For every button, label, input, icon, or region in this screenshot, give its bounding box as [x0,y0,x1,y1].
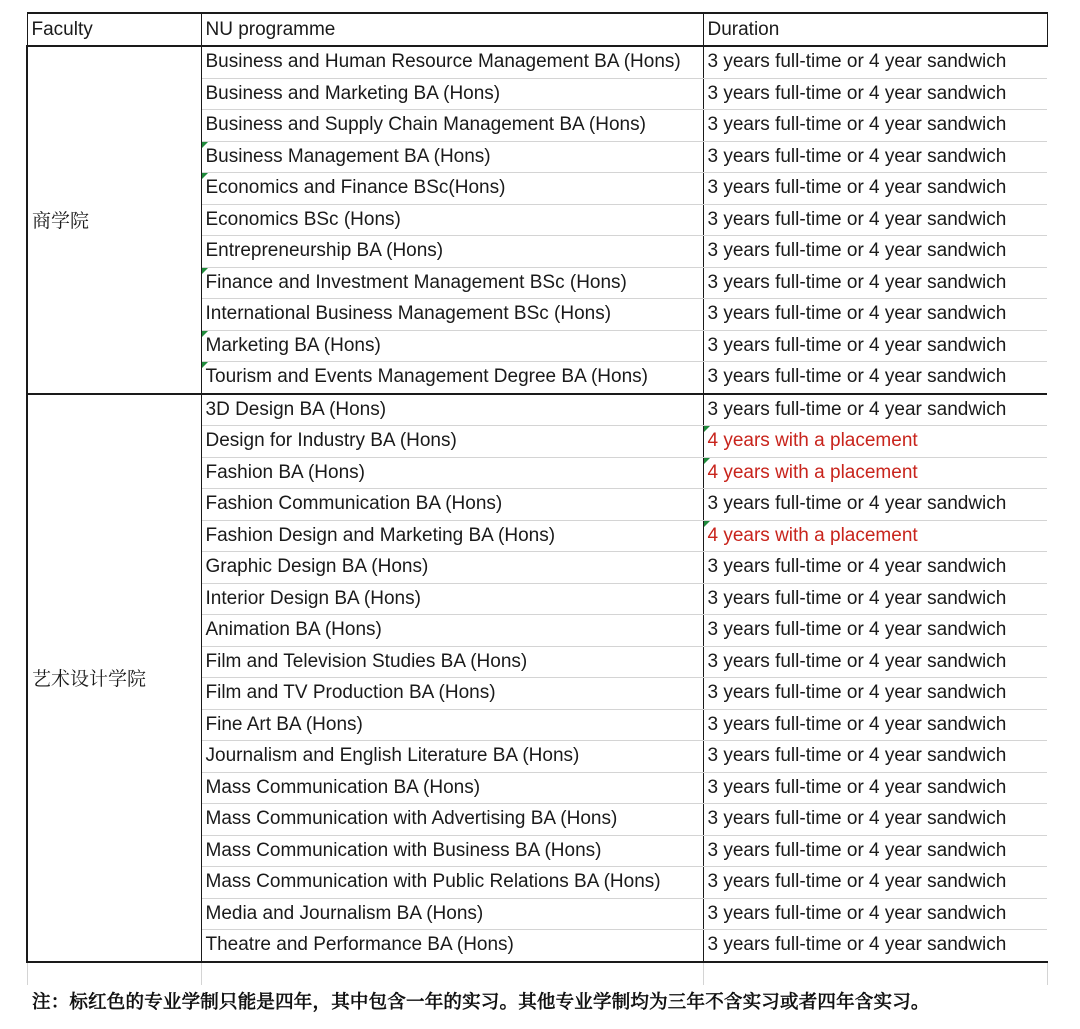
programme-cell[interactable]: Mass Communication with Business BA (Hons) [201,835,703,867]
duration-cell[interactable]: 3 years full-time or 4 year sandwich [703,583,1047,615]
programme-cell[interactable]: Business and Supply Chain Management BA (Hons) [201,110,703,142]
duration-cell[interactable]: 3 years full-time or 4 year sandwich [703,930,1047,962]
programme-cell[interactable]: Animation BA (Hons) [201,615,703,647]
duration-cell[interactable]: 3 years full-time or 4 year sandwich [703,173,1047,205]
header-row [27,13,1047,46]
programme-cell[interactable]: Fine Art BA (Hons) [201,709,703,741]
duration-cell[interactable]: 3 years full-time or 4 year sandwich [703,709,1047,741]
duration-cell[interactable]: 3 years full-time or 4 year sandwich [703,78,1047,110]
duration-cell[interactable]: 3 years full-time or 4 year sandwich [703,394,1047,426]
programme-cell[interactable]: Tourism and Events Management Degree BA (Hons) [201,362,703,394]
duration-cell[interactable]: 3 years full-time or 4 year sandwich [703,267,1047,299]
duration-cell[interactable]: 3 years full-time or 4 year sandwich [703,835,1047,867]
programme-cell[interactable]: Fashion Communication BA (Hons) [201,489,703,521]
duration-cell[interactable]: 3 years full-time or 4 year sandwich [703,204,1047,236]
duration-cell[interactable]: 3 years full-time or 4 year sandwich [703,489,1047,521]
duration-cell[interactable]: 3 years full-time or 4 year sandwich [703,299,1047,331]
duration-cell[interactable]: 3 years full-time or 4 year sandwich [703,804,1047,836]
duration-cell-highlighted[interactable]: 4 years with a placement [703,520,1047,552]
programme-cell[interactable]: Design for Industry BA (Hons) [201,426,703,458]
empty-cell[interactable] [201,962,703,985]
programme-cell[interactable]: Business and Human Resource Management BA (Hons) [201,46,703,78]
programme-cell[interactable]: International Business Management BSc (Hons) [201,299,703,331]
duration-cell-highlighted[interactable]: 4 years with a placement [703,457,1047,489]
duration-cell[interactable]: 3 years full-time or 4 year sandwich [703,898,1047,930]
duration-cell[interactable]: 3 years full-time or 4 year sandwich [703,772,1047,804]
programme-table [26,12,1048,985]
table-row [27,46,1047,78]
programme-cell[interactable]: Fashion Design and Marketing BA (Hons) [201,520,703,552]
programme-cell[interactable]: Economics BSc (Hons) [201,204,703,236]
faculty-cell[interactable]: 商学院 [27,46,201,394]
programme-cell[interactable]: Media and Journalism BA (Hons) [201,898,703,930]
programme-cell[interactable]: Business Management BA (Hons) [201,141,703,173]
duration-cell[interactable]: 3 years full-time or 4 year sandwich [703,362,1047,394]
programme-table-sheet [26,12,1046,985]
duration-cell[interactable]: 3 years full-time or 4 year sandwich [703,110,1047,142]
programme-cell[interactable]: Theatre and Performance BA (Hons) [201,930,703,962]
duration-cell[interactable]: 3 years full-time or 4 year sandwich [703,615,1047,647]
programme-cell[interactable]: Journalism and English Literature BA (Hons) [201,741,703,773]
faculty-cell[interactable]: 艺术设计学院 [27,394,201,962]
programme-cell[interactable]: Mass Communication BA (Hons) [201,772,703,804]
header-programme[interactable]: NU programme [201,13,703,46]
programme-cell[interactable]: Economics and Finance BSc(Hons) [201,173,703,205]
header-faculty[interactable]: Faculty [27,13,201,46]
programme-cell[interactable]: Entrepreneurship BA (Hons) [201,236,703,268]
duration-cell[interactable]: 3 years full-time or 4 year sandwich [703,678,1047,710]
duration-cell[interactable]: 3 years full-time or 4 year sandwich [703,46,1047,78]
programme-cell[interactable]: 3D Design BA (Hons) [201,394,703,426]
programme-cell[interactable]: Marketing BA (Hons) [201,330,703,362]
duration-cell[interactable]: 3 years full-time or 4 year sandwich [703,236,1047,268]
duration-cell[interactable]: 3 years full-time or 4 year sandwich [703,141,1047,173]
table-body [27,46,1047,985]
empty-row [27,962,1047,985]
programme-cell[interactable]: Fashion BA (Hons) [201,457,703,489]
header-duration[interactable]: Duration [703,13,1047,46]
duration-cell[interactable]: 3 years full-time or 4 year sandwich [703,646,1047,678]
table-row [27,394,1047,426]
empty-cell[interactable] [27,962,201,985]
duration-cell-highlighted[interactable]: 4 years with a placement [703,426,1047,458]
duration-cell[interactable]: 3 years full-time or 4 year sandwich [703,552,1047,584]
duration-cell[interactable]: 3 years full-time or 4 year sandwich [703,330,1047,362]
duration-cell[interactable]: 3 years full-time or 4 year sandwich [703,741,1047,773]
empty-cell[interactable] [703,962,1047,985]
programme-cell[interactable]: Film and TV Production BA (Hons) [201,678,703,710]
programme-cell[interactable]: Mass Communication with Advertising BA (Hons) [201,804,703,836]
programme-cell[interactable]: Finance and Investment Management BSc (Hons) [201,267,703,299]
programme-cell[interactable]: Interior Design BA (Hons) [201,583,703,615]
duration-cell[interactable]: 3 years full-time or 4 year sandwich [703,867,1047,899]
programme-cell[interactable]: Business and Marketing BA (Hons) [201,78,703,110]
programme-cell[interactable]: Film and Television Studies BA (Hons) [201,646,703,678]
programme-cell[interactable]: Mass Communication with Public Relations BA (Hons) [201,867,703,899]
programme-cell[interactable]: Graphic Design BA (Hons) [201,552,703,584]
footnote: 注：标红色的专业学制只能是四年，其中包含一年的实习。其他专业学制均为三年不含实习或者四年含实习。 [32,992,930,1013]
